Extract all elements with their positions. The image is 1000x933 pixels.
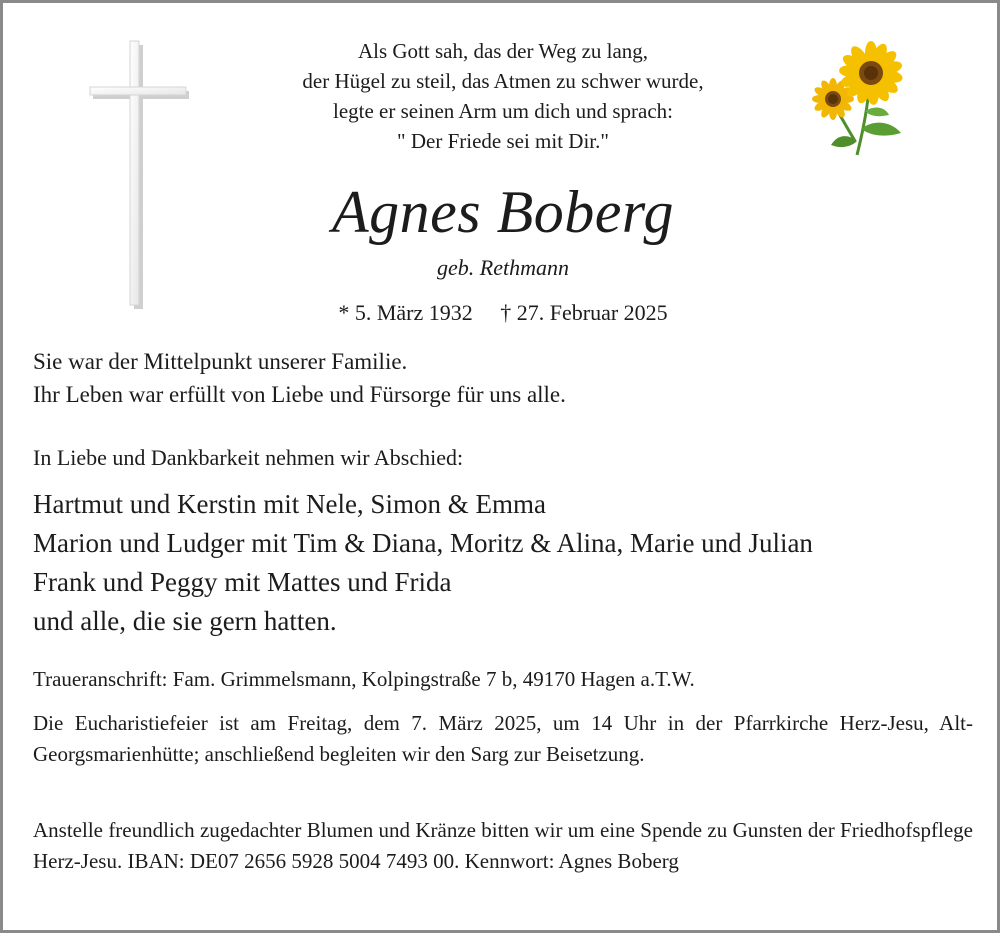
intro-line: Sie war der Mittelpunkt unserer Familie. <box>33 349 408 374</box>
family-line: Hartmut und Kerstin mit Nele, Simon & Emma <box>33 489 546 519</box>
deceased-name: Agnes Boberg <box>331 179 675 245</box>
intro-line: Ihr Leben war erfüllt von Liebe und Fürsorge für uns alle. <box>33 382 566 407</box>
intro-text <box>33 345 973 411</box>
maiden-name: geb. Rethmann <box>437 255 569 280</box>
birth-date: * 5. März 1932 <box>338 300 473 325</box>
sunflower-icon <box>811 41 915 159</box>
poem-line: legte er seinen Arm um dich und sprach: <box>333 99 673 123</box>
poem-line: " Der Friede sei mit Dir." <box>397 129 609 153</box>
farewell-line: In Liebe und Dankbarkeit nehmen wir Abschied: <box>33 445 464 470</box>
poem-line: Als Gott sah, das der Weg zu lang, <box>357 39 649 63</box>
poem <box>183 36 823 156</box>
cross-icon <box>87 39 191 311</box>
mourning-address: Traueranschrift: Fam. Grimmelsmann, Kolpingstraße 7 b, 49170 Hagen a.T.W. <box>33 667 695 691</box>
family-line: Frank und Peggy mit Mattes und Frida <box>33 567 452 597</box>
donation-info: Anstelle freundlich zugedachter Blumen und Kränze bitten wir um eine Spende zu Gunsten der Friedhofspflege Herz-Jesu. IBAN: DE07 2656 5928 5004 7493 00. Kennwort: Agnes Boberg <box>33 818 973 873</box>
family-line: Marion und Ludger mit Tim & Diana, Moritz & Alina, Marie und Julian <box>33 528 813 558</box>
funeral-mass-info: Die Eucharistiefeier ist am Freitag, dem 7. März 2025, um 14 Uhr in der Pfarrkirche Herz-Jesu, Alt-Georgsmarienhütte; anschließend begleiten wir den Sarg zur Beisetzung. <box>33 711 973 766</box>
family-list <box>33 485 993 641</box>
family-line: und alle, die sie gern hatten. <box>33 606 337 636</box>
poem-line: der Hügel zu steil, das Atmen zu schwer wurde, <box>302 69 704 93</box>
life-dates <box>253 297 753 329</box>
death-date: † 27. Februar 2025 <box>500 300 668 325</box>
